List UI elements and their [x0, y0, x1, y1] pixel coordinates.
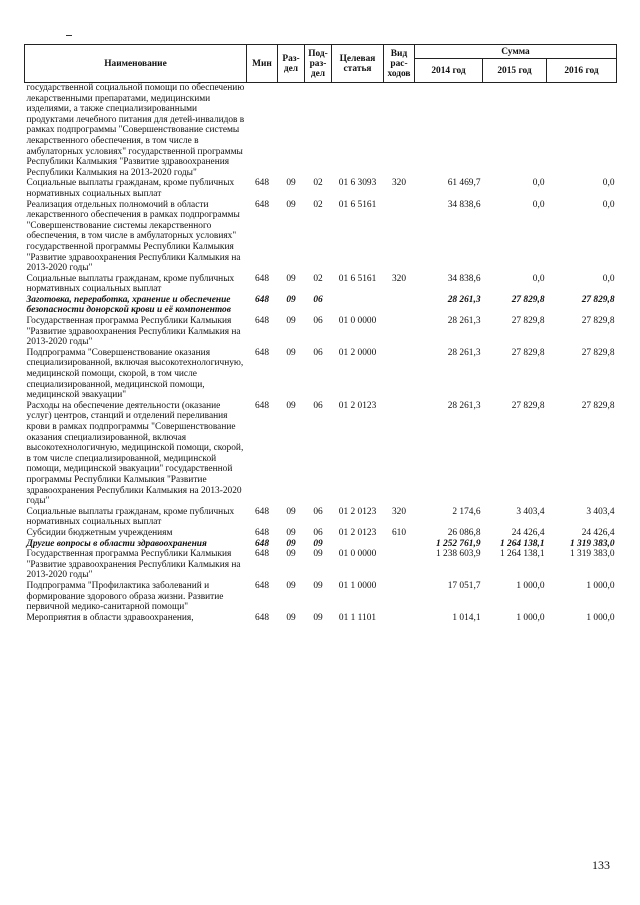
header-min: Мин	[247, 45, 278, 83]
budget-table-page	[24, 44, 616, 623]
row-razdel: 09	[286, 549, 296, 560]
row-razdel: 09	[286, 347, 296, 358]
row-podrazdel: 06	[313, 316, 323, 327]
header-2015: 2015 год	[483, 59, 547, 83]
row-min	[247, 83, 278, 179]
row-sum-2016: 27 829,8	[581, 400, 615, 411]
row-vid	[384, 348, 415, 401]
row-razdel: 09	[286, 506, 296, 517]
row-min: 648	[254, 506, 270, 517]
row-razdel	[278, 83, 305, 179]
row-min: 648	[254, 549, 270, 560]
row-podrazdel: 06	[313, 294, 323, 305]
table-row	[25, 549, 617, 581]
row-vid	[384, 581, 415, 613]
row-podrazdel: 02	[313, 273, 323, 284]
header-summa: Сумма	[415, 45, 617, 59]
row-podrazdel: 06	[313, 400, 323, 411]
row-min: 648	[254, 527, 270, 538]
row-vid	[384, 549, 415, 581]
row-name: Государственная программа Республики Калмыкия "Развитие здравоохранения Республики Калмыкия на 2013-2020 годы"	[26, 316, 241, 348]
row-vid: 610	[391, 527, 407, 538]
row-vid: 320	[391, 178, 407, 189]
row-min: 648	[254, 199, 270, 210]
header-name: Наименование	[25, 45, 247, 83]
header-vid: Вид рас- ходов	[384, 45, 415, 83]
table-row	[25, 528, 617, 539]
table-row	[25, 274, 617, 295]
row-vid	[384, 401, 415, 507]
row-name: Государственная программа Республики Калмыкия "Развитие здравоохранения Республики Калмыкия на 2013-2020 годы"	[26, 549, 241, 581]
row-target: 01 6 3093	[338, 178, 377, 189]
table-row	[25, 581, 617, 613]
row-sum-2016: 27 829,8	[581, 347, 615, 358]
row-min: 648	[254, 612, 270, 623]
row-name: Другие вопросы в области здравоохранения	[26, 538, 207, 549]
row-name: Подпрограмма "Профилактика заболеваний и формирование здорового образа жизни. Развитие первичной медико-санитарной помощи"	[26, 580, 224, 613]
table-row	[25, 178, 617, 199]
row-razdel: 09	[286, 199, 296, 210]
table-row	[25, 200, 617, 274]
table-row	[25, 316, 617, 348]
row-name: государственной социальной помощи по обеспечению лекарственными препаратами, медицинскими изделиями, а также специализированными продуктами лечебного питания для детей-инвалидов в рамках подпрограммы "Совершенствование системы лекарственного обеспечения, в том числе в амбулаторных условиях" государственной программы Республики Калмыкия "Развитие здравоохранения Республики Калмыкия на 2013-2020 годы"	[26, 83, 245, 178]
row-sum-2016: 0,0	[602, 273, 615, 284]
row-razdel: 09	[286, 294, 296, 305]
row-vid	[384, 613, 415, 624]
row-name: Социальные выплаты гражданам, кроме публичных нормативных социальных выплат	[26, 178, 235, 199]
row-target	[332, 83, 384, 179]
row-target	[332, 539, 384, 550]
row-sum-2014: 2 174,6	[452, 506, 481, 517]
row-sum-2015: 27 829,8	[511, 347, 545, 358]
row-vid	[384, 316, 415, 348]
row-target: 01 1 1101	[338, 612, 377, 623]
row-sum-2014: 28 261,3	[447, 400, 481, 411]
row-sum-2015: 0,0	[532, 178, 545, 189]
row-name: Социальные выплаты гражданам, кроме публичных нормативных социальных выплат	[26, 273, 235, 295]
row-podrazdel	[305, 83, 332, 179]
row-podrazdel: 06	[313, 527, 323, 538]
row-sum-2014: 1 014,1	[452, 612, 481, 623]
row-razdel: 09	[286, 527, 296, 538]
row-sum-2016: 24 426,4	[581, 527, 615, 538]
row-min: 648	[254, 400, 270, 411]
header-2016: 2016 год	[547, 59, 617, 83]
row-sum-2015: 24 426,4	[511, 527, 545, 538]
table-row	[25, 401, 617, 507]
header-podrazdel: Под- раз- дел	[305, 45, 332, 83]
row-name: Подпрограмма "Совершенствование оказания специализированной, включая высокотехнологичную, медицинской помощи, скорой, в том числе специализированной, медицинской помощи, медицинской эвакуации"	[26, 347, 244, 401]
row-sum-2015: 1 000,0	[516, 612, 545, 623]
row-sum-2014: 28 261,3	[447, 294, 481, 305]
row-vid	[384, 539, 415, 550]
row-name: Субсидии бюджетным учреждениям	[26, 527, 173, 538]
row-podrazdel: 09	[313, 538, 323, 549]
row-name: Социальные выплаты гражданам, кроме публичных нормативных социальных выплат	[26, 506, 235, 528]
row-min: 648	[254, 178, 270, 189]
row-sum-2014: 34 838,6	[447, 199, 481, 210]
row-name: Реализация отдельных полномочий в области лекарственного обеспечения в рамках подпрограммы "Совершенствование системы лекарственного обеспечения, в том числе в амбулаторных условиях" государственной программы Республики Калмыкия "Развитие здравоохранения Республики Калмыкия на 2013-2020 годы"	[26, 199, 241, 274]
table-row	[25, 348, 617, 401]
row-sum-2016: 3 403,4	[586, 506, 615, 517]
row-min: 648	[254, 538, 270, 549]
row-min: 648	[254, 316, 270, 327]
row-vid	[384, 83, 415, 179]
row-sum-2014: 26 086,8	[447, 527, 481, 538]
table-row	[25, 83, 617, 179]
page-number: 133	[592, 858, 610, 872]
row-target: 01 2 0000	[338, 347, 377, 358]
row-sum-2015: 1 000,0	[516, 580, 545, 591]
row-sum-2015: 0,0	[532, 199, 545, 210]
row-sum-2016: 1 319 383,0	[569, 538, 615, 549]
scan-mark	[66, 35, 72, 36]
row-sum-2015: 27 829,8	[511, 400, 545, 411]
row-target: 01 2 0123	[338, 400, 377, 411]
row-sum-2014: 1 252 761,9	[435, 538, 481, 549]
row-target: 01 2 0123	[338, 527, 377, 538]
row-podrazdel: 02	[313, 178, 323, 189]
row-vid: 320	[391, 506, 407, 517]
row-name: Заготовка, переработка, хранение и обеспечение безопасности донорской крови и её компонентов	[26, 294, 231, 316]
row-sum-2016: 1 000,0	[586, 580, 615, 591]
row-sum-2016: 1 000,0	[586, 612, 615, 623]
row-sum-2014: 28 261,3	[447, 316, 481, 327]
row-min: 648	[254, 294, 270, 305]
header-2014: 2014 год	[415, 59, 483, 83]
row-podrazdel: 06	[313, 347, 323, 358]
row-razdel: 09	[286, 316, 296, 327]
table-row	[25, 295, 617, 316]
row-razdel: 09	[286, 612, 296, 623]
table-row	[25, 613, 617, 624]
row-target	[332, 295, 384, 316]
row-sum-2015: 27 829,8	[511, 294, 545, 305]
row-target: 01 1 0000	[338, 580, 377, 591]
row-razdel: 09	[286, 273, 296, 284]
row-sum-2016: 27 829,8	[581, 294, 615, 305]
row-podrazdel: 02	[313, 199, 323, 210]
row-vid	[384, 200, 415, 274]
row-razdel: 09	[286, 400, 296, 411]
row-sum-2014	[415, 83, 483, 179]
row-vid: 320	[391, 273, 407, 284]
row-target: 01 0 0000	[338, 316, 377, 327]
row-sum-2014: 34 838,6	[447, 273, 481, 284]
row-podrazdel: 09	[313, 549, 323, 560]
row-sum-2014: 28 261,3	[447, 347, 481, 358]
row-razdel: 09	[286, 178, 296, 189]
row-sum-2015	[483, 83, 547, 179]
row-podrazdel: 09	[313, 612, 323, 623]
budget-table	[24, 44, 617, 623]
row-sum-2015: 27 829,8	[511, 316, 545, 327]
table-row	[25, 539, 617, 550]
row-target: 01 0 0000	[338, 549, 377, 560]
row-sum-2016: 27 829,8	[581, 316, 615, 327]
row-name: Мероприятия в области здравоохранения,	[26, 612, 194, 623]
table-body	[25, 83, 617, 624]
row-sum-2016: 1 319 383,0	[569, 549, 615, 560]
row-sum-2015: 1 264 138,1	[499, 538, 545, 549]
row-podrazdel: 09	[313, 580, 323, 591]
row-target: 01 6 5161	[338, 273, 377, 284]
row-sum-2015: 1 264 138,1	[499, 549, 545, 560]
row-min: 648	[254, 580, 270, 591]
row-sum-2015: 0,0	[532, 273, 545, 284]
table-row	[25, 507, 617, 528]
row-name: Расходы на обеспечение деятельности (оказание услуг) центров, станций и отделений переливания крови в рамках подпрограммы "Совершенствование оказания специализированной, включая высокотехнологичную, медицинской помощи, скорой, в том числе специализированной, медицинской помощи, медицинской эвакуации" государственной программы Республики Калмыкия "Развитие здравоохранения Республики Калмыкия на 2013-2020 годы"	[26, 400, 244, 507]
header-razdel: Раз- дел	[278, 45, 305, 83]
header-target: Целевая статья	[332, 45, 384, 83]
row-min: 648	[254, 347, 270, 358]
row-sum-2014: 61 469,7	[447, 178, 481, 189]
row-target: 01 6 5161	[338, 199, 377, 210]
row-vid	[384, 295, 415, 316]
row-razdel: 09	[286, 580, 296, 591]
row-sum-2014: 17 051,7	[447, 580, 481, 591]
row-min: 648	[254, 273, 270, 284]
row-sum-2016: 0,0	[602, 199, 615, 210]
row-sum-2015: 3 403,4	[516, 506, 545, 517]
row-sum-2014: 1 238 603,9	[435, 549, 481, 560]
row-target: 01 2 0123	[338, 506, 377, 517]
row-podrazdel: 06	[313, 506, 323, 517]
row-razdel: 09	[286, 538, 296, 549]
row-sum-2016: 0,0	[602, 178, 615, 189]
row-sum-2016	[547, 83, 617, 179]
